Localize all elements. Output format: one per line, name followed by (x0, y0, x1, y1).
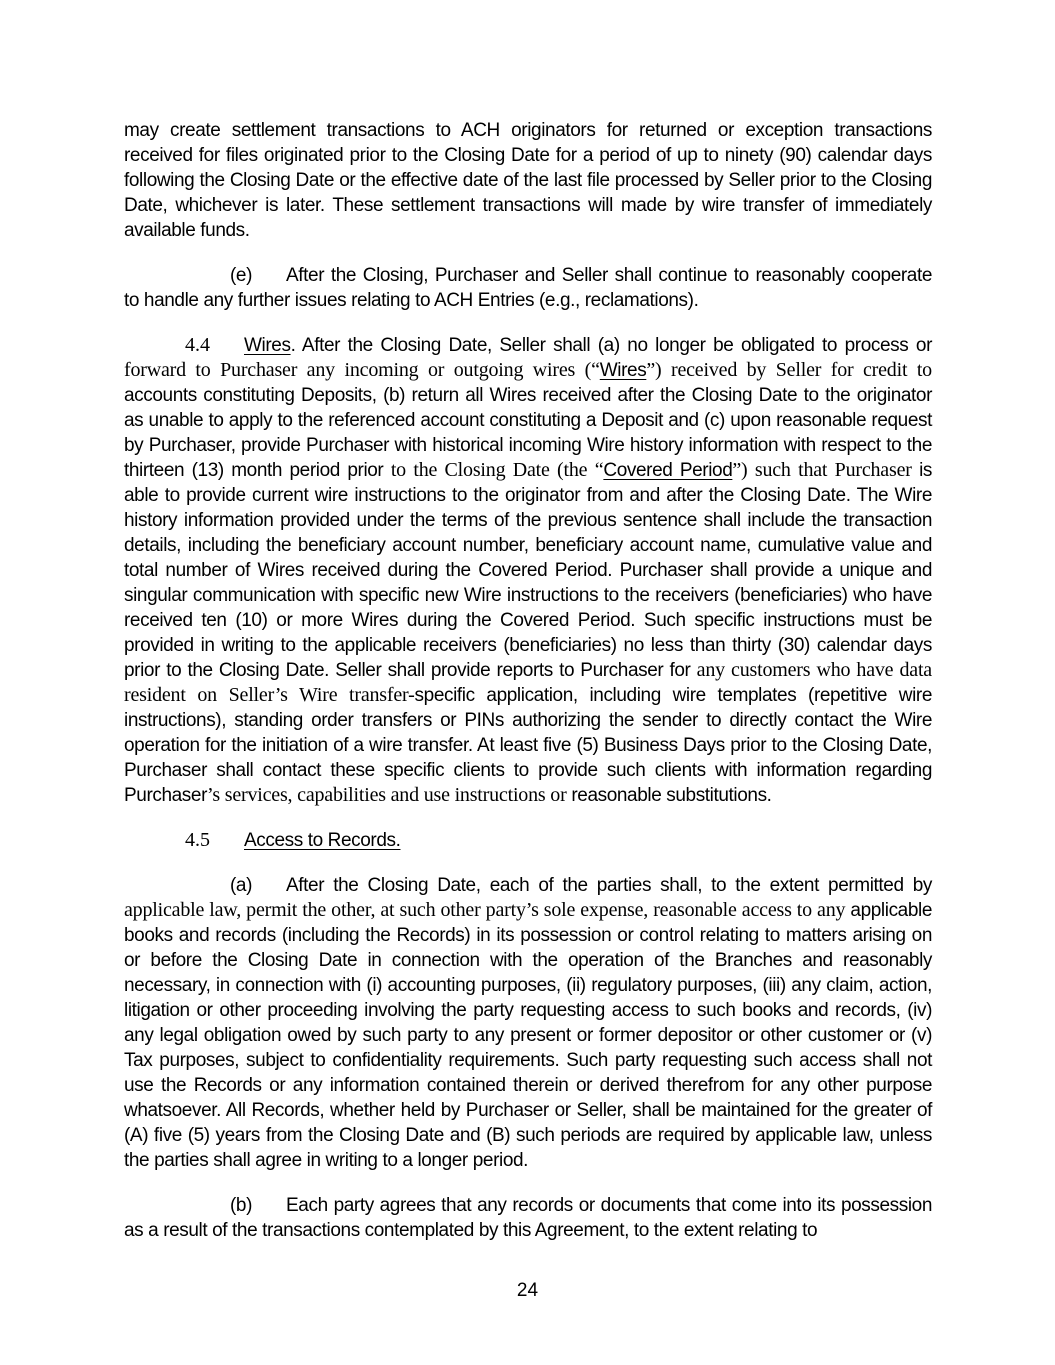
text-run: accounts constituting Deposits, (b) return all Wires received after the Closing Date to the originator as unable to apply to the referenced account constituting a Deposit and (c) upon reasonable request by Purchaser, provide Purchaser with historical incoming Wire history information with respect to the thirteen (13) month period prior (124, 385, 932, 481)
text-run: forward to Purchaser any incoming or outgoing wires (“ (124, 359, 600, 381)
text-run: After the Closing Date, each of the parties shall, to the extent permitted by (286, 875, 932, 896)
defined-term: Wires (244, 335, 291, 356)
text-run: ”) such that Purchaser (732, 459, 920, 481)
text-run: After the Closing, Purchaser and Seller shall continue to reasonably cooperate to handle any further issues relating to ACH Entries (e.g., reclamations). (124, 265, 932, 311)
section-4-4-wires (124, 333, 932, 808)
paragraph-e-ach-cooperation-label: (e) (230, 265, 253, 286)
page-number: 24 (516, 1280, 539, 1301)
section-4-5-access-to-records-heading (124, 828, 932, 853)
text-run: applicable books and records (including the Records) in its possession or control relating to matters arising on or before the Closing Date in connection with the operation of the Branches and reasonably necessary, in connection with (i) accounting purposes, (ii) regulatory purposes, (iii) any claim, action, litigation or other proceeding involving the party requesting access to such books and records, (iv) any legal obligation owed by such party to any present or former depositor or other customer or (v) Tax purposes, subject to confidentiality requirements. Such party requesting such access shall not use the Records or any information contained therein or derived therefrom for any other purpose whatsoever. All Records, whether held by Purchaser or Seller, shall be maintained for the greater of (A) five (5) years from the Closing Date and (B) such periods are required by applicable law, unless the parties shall agree in writing to a longer period. (124, 900, 932, 1171)
text-run: reasonable substitutions. (571, 785, 772, 806)
text-run: may create settlement transactions to ACH originators for returned or exception transactions received for files originated prior to the Closing Date for a period of up to ninety (90) calendar days following the Closing Date or the effective date of the last file processed by Seller prior to the Closing Date, whichever is later. These settlement transactions will made by wire transfer of immediately available funds. (124, 120, 932, 241)
section-4-5-access-to-records-heading-label: 4.5 (185, 829, 210, 851)
text-run: . After the Closing Date, Seller shall (a) no longer be obligated to process or (290, 335, 932, 356)
paragraph-a-records-access (124, 873, 932, 1173)
paragraph-b-records-possession (124, 1193, 932, 1243)
paragraph-ach-settlement-continuation (124, 118, 932, 243)
defined-term: Wires (599, 360, 647, 381)
paragraph-b-records-possession-label: (b) (230, 1195, 253, 1216)
paragraph-a-records-access-label: (a) (230, 875, 253, 896)
text-run: Each party agrees that any records or documents that come into its possession as a result of the transactions contemplated by this Agreement, to the extent relating to (124, 1195, 932, 1241)
defined-term: Covered Period (603, 460, 733, 481)
text-run: is able to provide current wire instructions to the originator from and after the Closing Date. The Wire history information provided under the terms of the previous sentence shall include the transaction details, including the beneficiary account number, beneficiary account name, cumulative value and total number of Wires received during the Covered Period. Purchaser shall provide a unique and singular communication with specific new Wire instructions to the receivers (beneficiaries) who have received ten (10) or more Wires during the Covered Period. Such specific instructions must be provided in writing to the applicable receivers (beneficiaries) no less than thirty (30) calendar days prior to the Closing Date. Seller shall provide reports to Purchaser for (124, 460, 932, 681)
text-run: specific application, including wire templates (repetitive wire instructions), standing order transfers or PINs authorizing the sender to directly contact the Wire operation for the initiation of a wire transfer. At least five (5) Business Days prior to the Closing Date, Purchaser shall contact these specific clients to provide such clients with information regarding Purchaser (124, 685, 932, 806)
text-run: applicable law, permit the other, at such other party’s sole expense, reasonable access to any (124, 899, 851, 921)
text-run: ”) received by Seller for credit to (646, 359, 932, 381)
document-body (124, 118, 932, 1243)
text-run: any customers who have data resident on Seller’s Wire transfer- (124, 659, 932, 706)
section-4-4-wires-label: 4.4 (185, 334, 210, 356)
text-run: to the Closing Date (the “ (390, 459, 604, 481)
paragraph-e-ach-cooperation (124, 263, 932, 313)
defined-term: Access to Records. (244, 830, 401, 851)
text-run: ’s services, capabilities and use instructions or (207, 784, 572, 806)
